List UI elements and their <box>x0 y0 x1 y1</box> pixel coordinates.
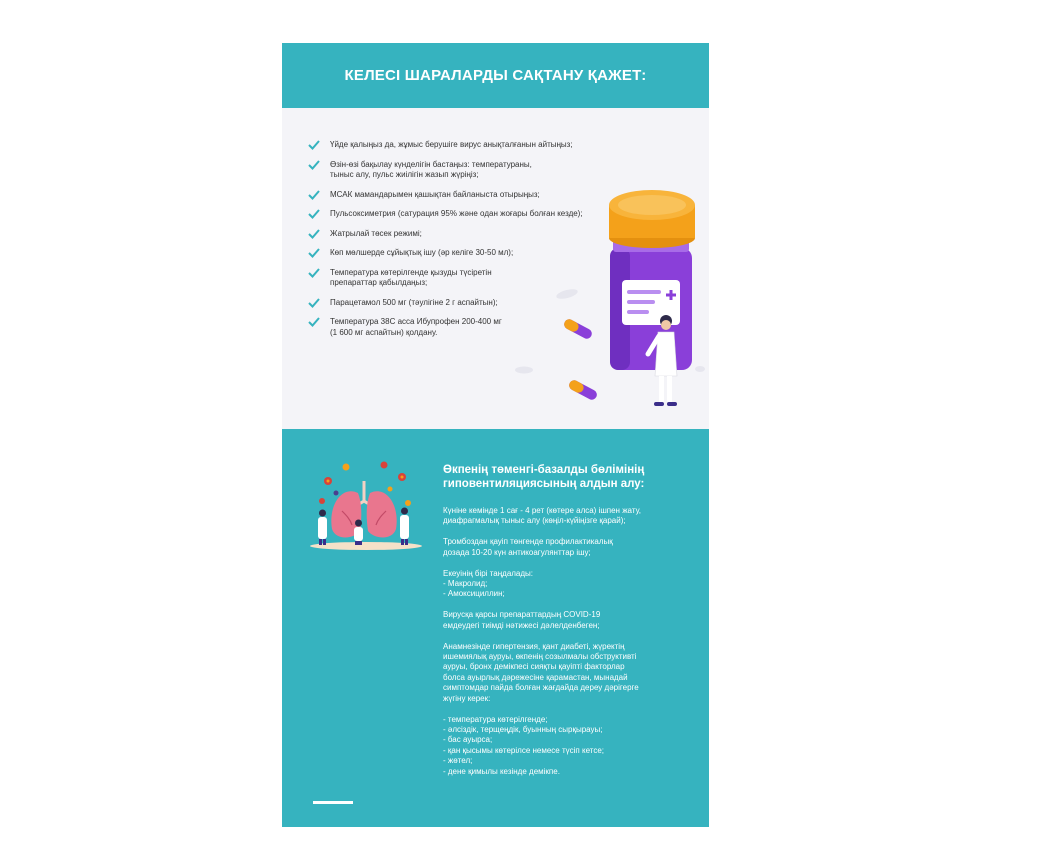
header-banner <box>282 43 709 108</box>
checklist-text: Жатрылай төсек режимі; <box>330 228 422 238</box>
checklist-text: Температура көтерілгенде қызуды түсіретін препараттар қабылдаңыз; <box>330 267 492 287</box>
checklist-item <box>308 317 628 338</box>
check-icon <box>308 160 322 170</box>
checklist-text: Температура 38С асса Ибупрофен 200-400 мг (1 600 мг аспайтын) қолдану. <box>330 317 502 337</box>
header-title: КЕЛЕСІ ШАРАЛАРДЫ САҚТАНУ ҚАЖЕТ: <box>344 67 647 84</box>
paragraph: Анамнезінде гипертензия, қант диабеті, жүректің ишемиялық ауруы, өкпенің созылмалы обструктивті ауруы, бронх демікпесі сияқты қауіпті факторлар болса ауырлық дәрежесіне қарамастан, мынадай симптомдар пайда болған жағдайда дереу дәрігерге жүгіну керек: <box>443 641 639 703</box>
paragraph: Екеуінің бірі таңдалады: - Макролид; - Амоксициллин; <box>443 568 534 599</box>
infographic-card <box>282 43 709 827</box>
checklist-text: Пульсоксиметрия (сатурация 95% және одан жоғары болған кезде); <box>330 209 583 218</box>
checklist-text: Үйде қалыңыз да, жұмыс берушіге вирус анықталғанын айтыңыз; <box>330 140 573 149</box>
check-icon <box>308 268 322 278</box>
check-icon <box>308 140 322 150</box>
paragraph: Тромбоздан қауіп төнгенде профилактикалық дозада 10-20 күн антикоагулянттар ішу; <box>443 537 613 557</box>
prevention-text <box>443 506 693 788</box>
checklist-text: Көп мөлшерде сұйықтық ішу (әр келіге 30-50 мл); <box>330 248 514 257</box>
paragraph: Вирусқа қарсы препараттардың COVID-19 емдеудегі тиімді нәтижесі дәлелденбеген; <box>443 610 601 630</box>
checklist-item <box>308 268 628 289</box>
check-icon <box>308 298 322 308</box>
check-icon <box>308 209 322 219</box>
checklist-item <box>308 248 628 259</box>
measures-section <box>282 108 709 429</box>
checklist-text: Өзін-өзі бақылау күнделігін бастаңыз: температураны, тыныс алу, пульс жиілігін жазып жүріңіз; <box>330 159 532 179</box>
prevention-section <box>282 429 709 827</box>
lungs-illustration <box>306 455 426 555</box>
checklist-item <box>308 298 628 309</box>
check-icon <box>308 248 322 258</box>
checklist-text: МСАК мамандарымен қашықтан байланыста отырыңыз; <box>330 189 540 199</box>
checklist-item <box>308 190 628 201</box>
checklist-item <box>308 140 628 151</box>
check-icon <box>308 317 322 327</box>
checklist-text: Парацетамол 500 мг (тәулігіне 2 г аспайтын); <box>330 297 498 307</box>
section-title: Өкпенің төменгі-базалды бөлімінің гиповентиляциясының алдын алу: <box>443 464 645 490</box>
paragraph: - температура көтерілгенде; - әлсіздік, терщеңдік, буынның сырқырауы; - бас ауырса; - қан қысымы көтерілсе немесе түсіп кетсе; - жөтел; - дене қимылы кезінде демікпе. <box>443 714 604 776</box>
paragraph: Күніне кемінде 1 сағ - 4 рет (көтере алса) ішпен жату, диафрагмалық тыныс алу (көңіл-күйіңізге қарай); <box>443 506 641 526</box>
check-icon <box>308 190 322 200</box>
checklist-item <box>308 229 628 240</box>
checklist-item <box>308 209 628 220</box>
checklist-item <box>308 160 628 181</box>
check-icon <box>308 229 322 239</box>
measures-checklist <box>308 140 628 338</box>
decorative-divider <box>313 801 353 804</box>
